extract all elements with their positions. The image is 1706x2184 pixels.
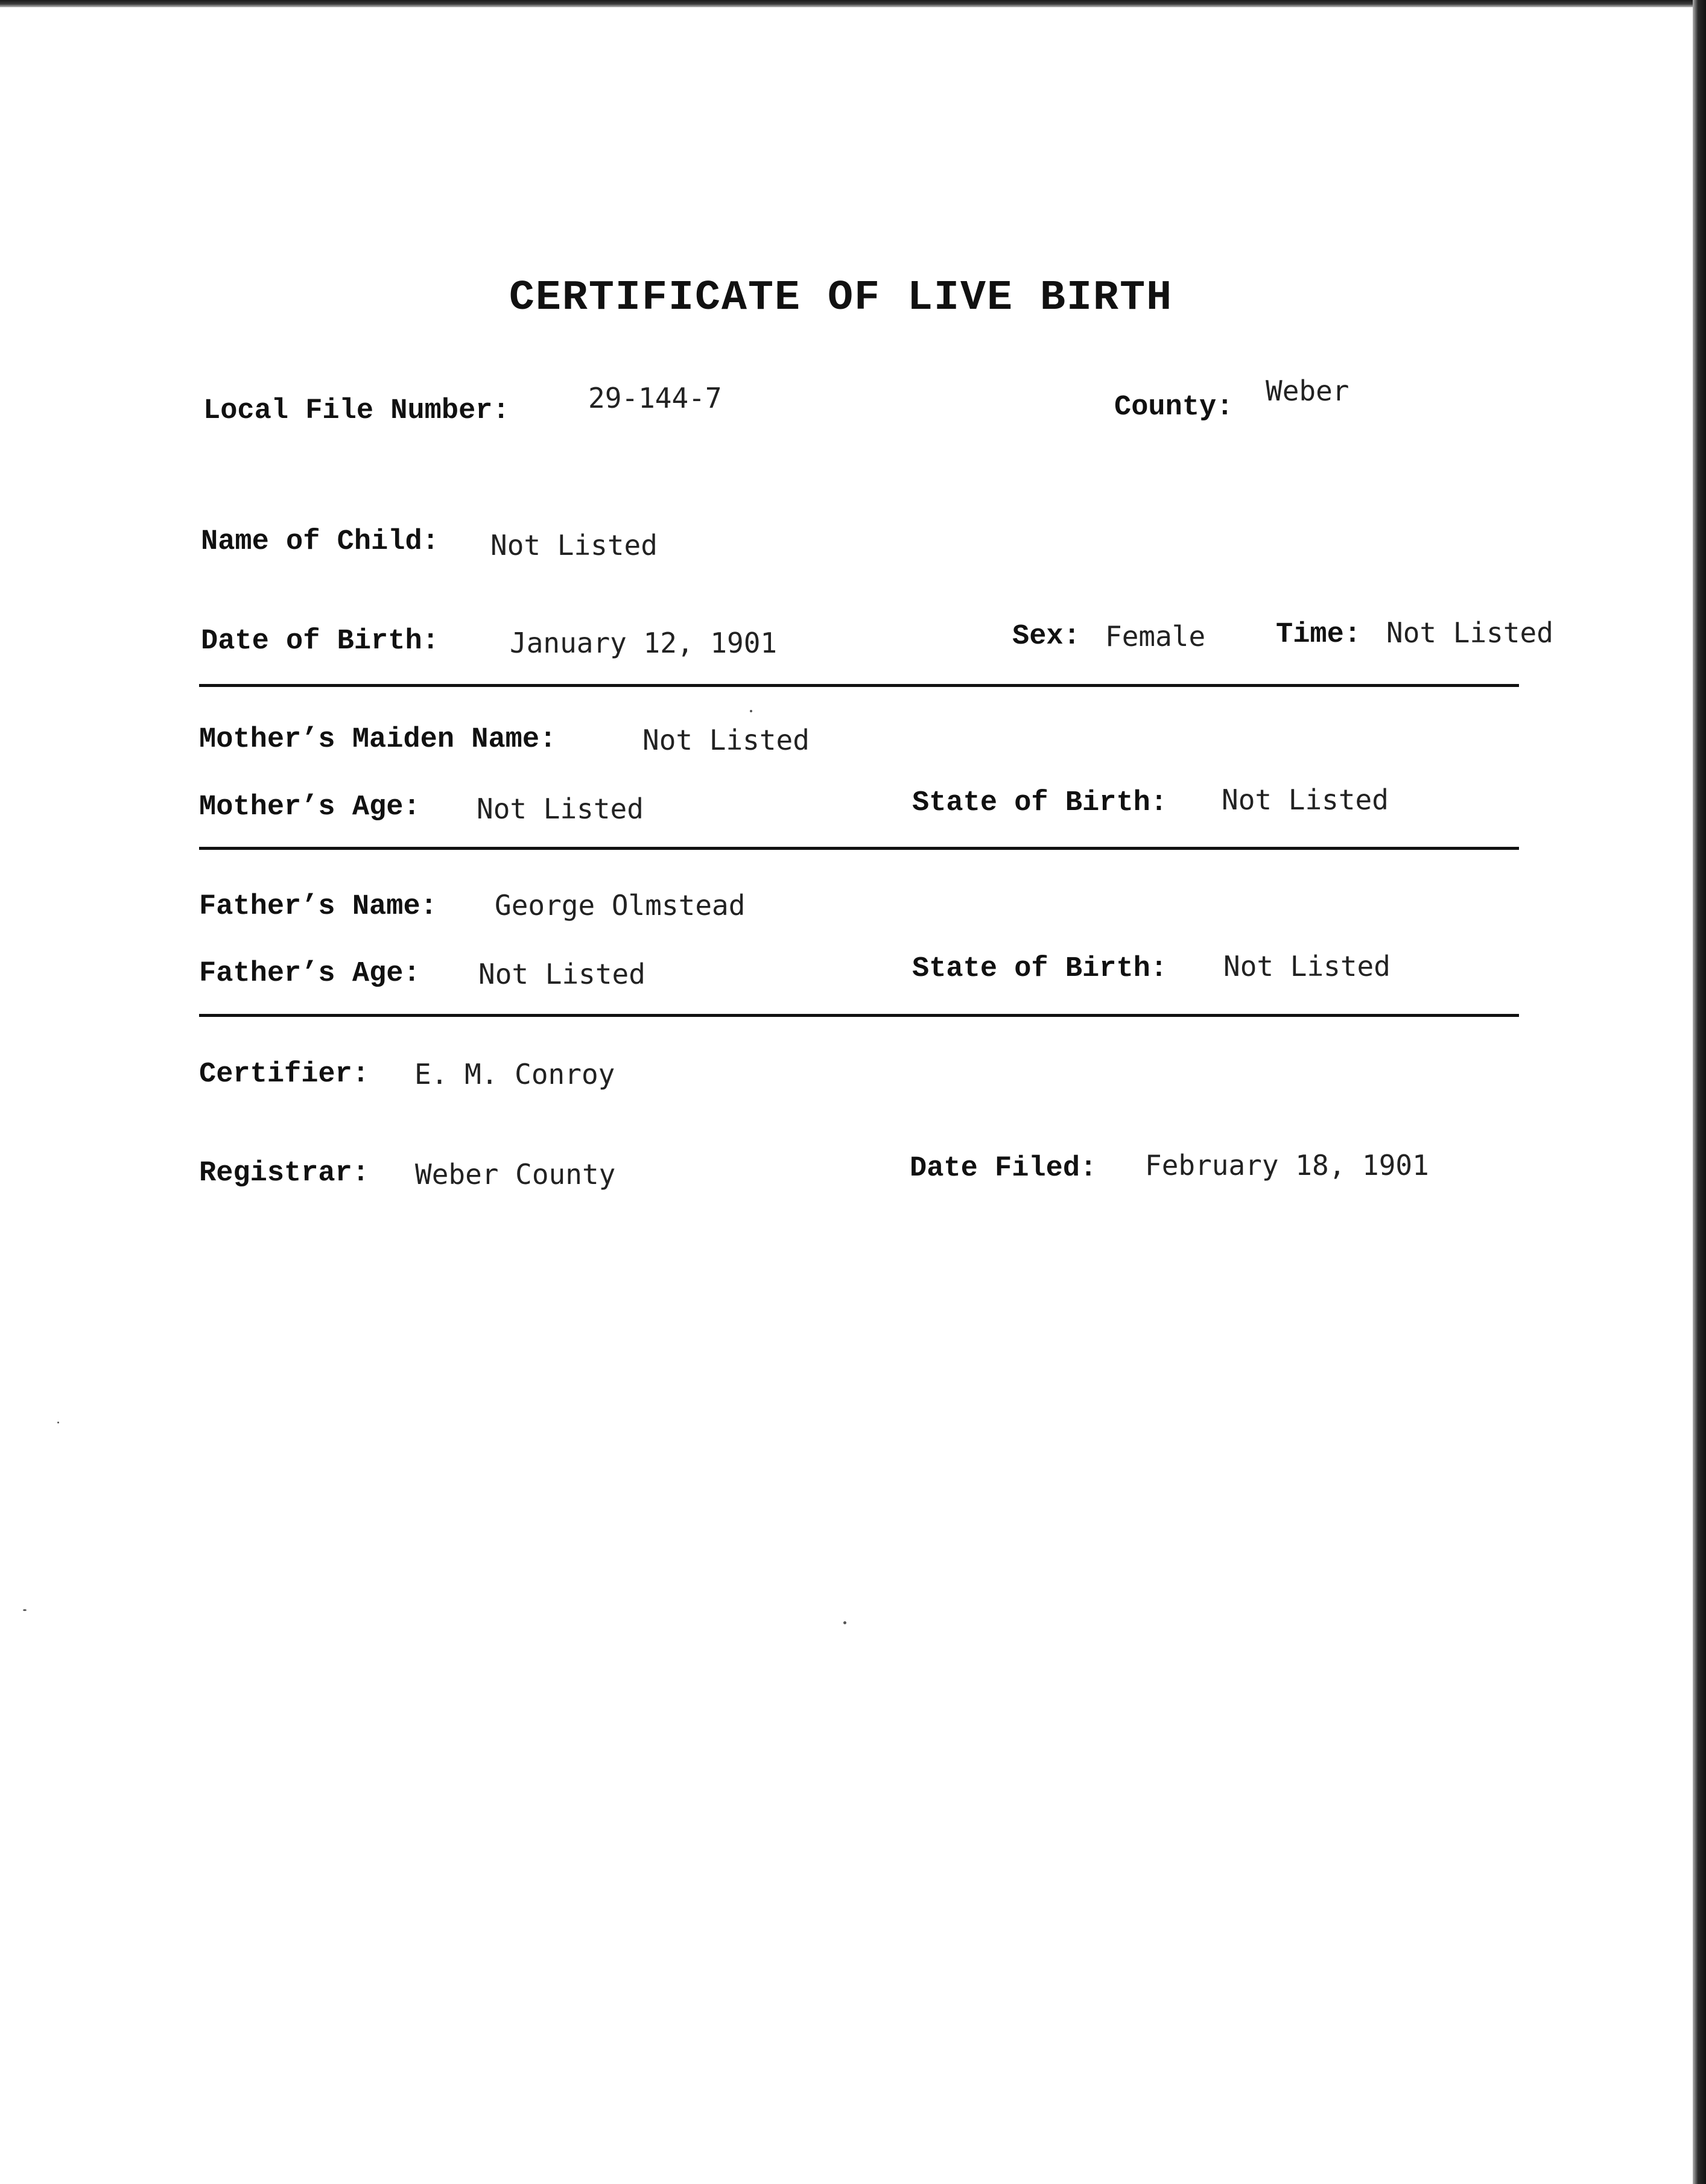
mother-maiden-name-value: Not Listed	[642, 724, 810, 756]
scan-top-edge	[0, 0, 1706, 7]
father-name-label: Father’s Name:	[199, 891, 437, 923]
mother-maiden-name-label: Mother’s Maiden Name:	[199, 724, 557, 756]
scan-speck	[57, 1422, 59, 1423]
child-name-label: Name of Child:	[201, 526, 439, 558]
scan-speck	[23, 1609, 27, 1611]
county-label: County:	[1114, 391, 1234, 423]
date-filed-value: February 18, 1901	[1145, 1149, 1429, 1182]
time-value: Not Listed	[1386, 616, 1553, 649]
registrar-label: Registrar:	[199, 1157, 370, 1189]
certifier-label: Certifier:	[199, 1059, 370, 1090]
scan-speck	[843, 1621, 846, 1624]
father-age-value: Not Listed	[478, 958, 645, 990]
birth-date-label: Date of Birth:	[201, 625, 439, 657]
father-name-value: George Olmstead	[495, 889, 746, 922]
certificate-title: CERTIFICATE OF LIVE BIRTH	[509, 274, 1173, 322]
father-state-of-birth-label: State of Birth:	[912, 953, 1168, 985]
certifier-value: E. M. Conroy	[414, 1058, 615, 1090]
mother-age-label: Mother’s Age:	[199, 791, 420, 823]
scan-right-edge	[1693, 0, 1706, 2184]
county-value: Weber	[1266, 375, 1349, 407]
child-name-value: Not Listed	[490, 529, 658, 562]
father-state-of-birth-value: Not Listed	[1223, 950, 1390, 983]
local-file-number-label: Local File Number:	[203, 395, 510, 427]
mother-state-of-birth-label: State of Birth:	[912, 787, 1168, 819]
section-divider	[199, 1014, 1519, 1017]
birth-date-value: January 12, 1901	[510, 627, 778, 659]
registrar-value: Weber County	[415, 1158, 616, 1191]
sex-label: Sex:	[1012, 621, 1080, 653]
mother-state-of-birth-value: Not Listed	[1222, 783, 1389, 816]
section-divider	[199, 847, 1519, 850]
time-label: Time:	[1276, 619, 1362, 651]
sex-value: Female	[1105, 620, 1206, 653]
mother-age-value: Not Listed	[477, 793, 644, 825]
local-file-number-value: 29-144-7	[588, 382, 722, 414]
date-filed-label: Date Filed:	[910, 1153, 1097, 1185]
scan-speck	[750, 710, 752, 712]
father-age-label: Father’s Age:	[199, 958, 420, 990]
section-divider	[199, 684, 1519, 687]
